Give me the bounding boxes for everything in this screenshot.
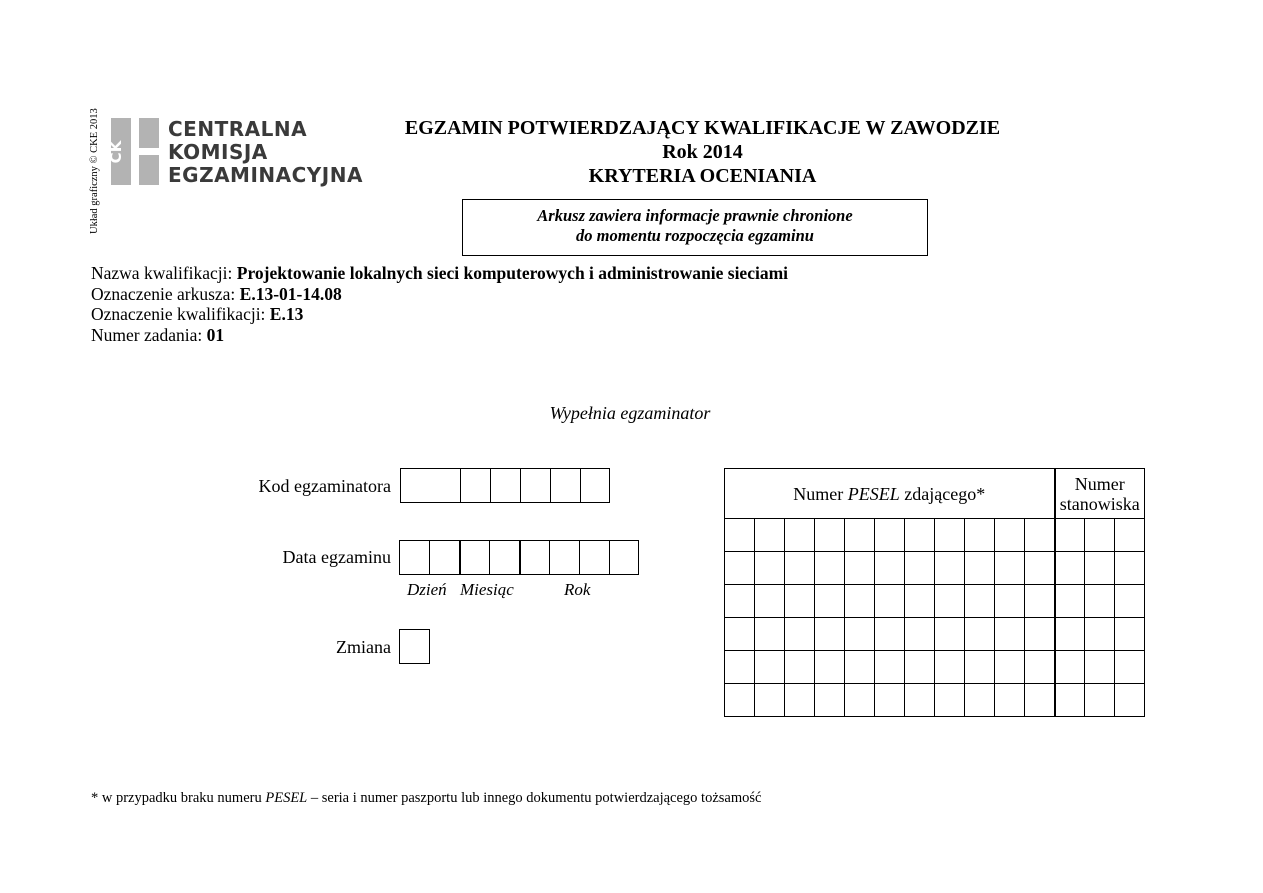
pesel-cell[interactable] xyxy=(965,618,995,651)
pesel-cell[interactable] xyxy=(995,651,1025,684)
date-day-cell[interactable] xyxy=(399,540,430,575)
pesel-cell[interactable] xyxy=(845,651,875,684)
pesel-cell[interactable] xyxy=(755,618,785,651)
station-cell[interactable] xyxy=(1115,552,1145,585)
pesel-cell[interactable] xyxy=(965,552,995,585)
station-cell[interactable] xyxy=(1085,552,1115,585)
logo-line-3: EGZAMINACYJNA xyxy=(168,163,363,187)
date-month-cell[interactable] xyxy=(459,540,490,575)
date-year-cell[interactable] xyxy=(519,540,550,575)
pesel-cell[interactable] xyxy=(935,651,965,684)
pesel-cell[interactable] xyxy=(785,618,815,651)
station-cell[interactable] xyxy=(1055,684,1085,717)
pesel-row xyxy=(725,618,1145,651)
pesel-cell[interactable] xyxy=(845,552,875,585)
qual-code-value: E.13 xyxy=(269,304,304,324)
pesel-cell[interactable] xyxy=(815,519,845,552)
month-label: Miesiąc xyxy=(460,580,514,599)
date-month-cell[interactable] xyxy=(489,540,520,575)
pesel-cell[interactable] xyxy=(905,618,935,651)
pesel-header-prefix: Numer xyxy=(793,483,848,504)
day-label: Dzień xyxy=(407,580,447,599)
pesel-cell[interactable] xyxy=(815,552,845,585)
qualification-name xyxy=(91,263,788,284)
exam-title: EGZAMIN POTWIERDZAJĄCY KWALIFIKACJE W ZAWODZIE xyxy=(404,117,1001,139)
pesel-cell[interactable] xyxy=(875,684,905,717)
qualification-value: Projektowanie lokalnych sieci komputerowych i administrowanie sieciami xyxy=(236,263,789,283)
footnote xyxy=(91,789,761,807)
task-value: 01 xyxy=(206,325,225,345)
pesel-header-row xyxy=(725,469,1145,519)
footnote-suffix: – seria i numer paszportu lub innego dokumentu potwierdzającego tożsamość xyxy=(307,790,762,806)
date-day-cell[interactable] xyxy=(429,540,460,575)
pesel-cell[interactable] xyxy=(1025,552,1055,585)
qualification-label: Nazwa kwalifikacji: xyxy=(91,263,237,283)
date-year-cell[interactable] xyxy=(579,540,610,575)
qualification-code xyxy=(91,304,303,325)
shift-label: Zmiana xyxy=(336,637,391,657)
pesel-cell[interactable] xyxy=(875,651,905,684)
station-cell[interactable] xyxy=(1115,684,1145,717)
pesel-cell[interactable] xyxy=(875,519,905,552)
cke-logo-icon xyxy=(107,118,159,185)
station-cell[interactable] xyxy=(1085,618,1115,651)
copyright-note: Układ graficzny © CKE 2013 xyxy=(89,108,100,234)
station-cell[interactable] xyxy=(1085,684,1115,717)
pesel-cell[interactable] xyxy=(725,684,755,717)
pesel-cell[interactable] xyxy=(875,618,905,651)
pesel-cell[interactable] xyxy=(755,684,785,717)
pesel-cell[interactable] xyxy=(905,552,935,585)
pesel-cell[interactable] xyxy=(755,552,785,585)
pesel-cell[interactable] xyxy=(815,684,845,717)
station-header-line-1: Numer xyxy=(1074,473,1125,494)
station-cell[interactable] xyxy=(1055,651,1085,684)
examiner-code-cell[interactable] xyxy=(490,468,521,503)
exam-date-label: Data egzaminu xyxy=(282,547,391,567)
date-year-cell[interactable] xyxy=(609,540,639,575)
station-cell[interactable] xyxy=(1055,552,1085,585)
examiner-code-cell[interactable] xyxy=(400,468,461,503)
station-cell[interactable] xyxy=(1055,618,1085,651)
pesel-cell[interactable] xyxy=(725,519,755,552)
task-number xyxy=(91,325,224,346)
pesel-cell[interactable] xyxy=(845,684,875,717)
pesel-cell[interactable] xyxy=(995,585,1025,618)
shift-cell[interactable] xyxy=(399,629,430,664)
pesel-header xyxy=(725,469,1055,519)
pesel-cell[interactable] xyxy=(785,585,815,618)
confidential-notice xyxy=(462,199,928,256)
pesel-cell[interactable] xyxy=(935,552,965,585)
pesel-cell[interactable] xyxy=(1025,684,1055,717)
pesel-cell[interactable] xyxy=(1025,618,1055,651)
qual-code-label: Oznaczenie kwalifikacji: xyxy=(91,304,270,324)
examiner-fill-caption: Wypełnia egzaminator xyxy=(549,403,711,423)
station-header-line-2: stanowiska xyxy=(1059,493,1140,514)
pesel-cell[interactable] xyxy=(995,519,1025,552)
pesel-cell[interactable] xyxy=(1025,585,1055,618)
notice-line-2: do momentu rozpoczęcia egzaminu xyxy=(576,226,814,245)
task-label: Numer zadania: xyxy=(91,325,207,345)
pesel-cell[interactable] xyxy=(845,618,875,651)
pesel-cell[interactable] xyxy=(935,684,965,717)
pesel-cell[interactable] xyxy=(725,585,755,618)
pesel-row xyxy=(725,519,1145,552)
pesel-cell[interactable] xyxy=(785,684,815,717)
pesel-cell[interactable] xyxy=(785,552,815,585)
pesel-cell[interactable] xyxy=(935,585,965,618)
pesel-row xyxy=(725,684,1145,717)
sheet-code xyxy=(91,284,342,305)
exam-subtitle: KRYTERIA OCENIANIA xyxy=(588,165,817,187)
pesel-header-suffix: zdającego* xyxy=(899,483,986,504)
examiner-code-cell[interactable] xyxy=(460,468,491,503)
pesel-cell[interactable] xyxy=(1025,519,1055,552)
sheet-value: E.13-01-14.08 xyxy=(239,284,342,304)
station-cell[interactable] xyxy=(1115,519,1145,552)
pesel-cell[interactable] xyxy=(995,618,1025,651)
pesel-cell[interactable] xyxy=(785,519,815,552)
pesel-row xyxy=(725,585,1145,618)
footnote-prefix: * w przypadku braku numeru xyxy=(91,790,266,806)
logo-line-1: CENTRALNA xyxy=(168,117,308,141)
pesel-cell[interactable] xyxy=(905,519,935,552)
pesel-cell[interactable] xyxy=(905,585,935,618)
notice-line-1: Arkusz zawiera informacje prawnie chronione xyxy=(537,206,853,225)
station-cell[interactable] xyxy=(1115,618,1145,651)
svg-text:CK: CK xyxy=(107,140,125,164)
pesel-row xyxy=(725,651,1145,684)
examiner-code-label: Kod egzaminatora xyxy=(258,476,391,496)
pesel-cell[interactable] xyxy=(965,684,995,717)
pesel-header-pesel: PESEL xyxy=(847,483,900,504)
pesel-cell[interactable] xyxy=(725,651,755,684)
pesel-cell[interactable] xyxy=(935,519,965,552)
pesel-cell[interactable] xyxy=(965,651,995,684)
pesel-cell[interactable] xyxy=(815,585,845,618)
pesel-cell[interactable] xyxy=(935,618,965,651)
pesel-cell[interactable] xyxy=(815,651,845,684)
examiner-code-cell[interactable] xyxy=(520,468,551,503)
examiner-code-cell[interactable] xyxy=(580,468,610,503)
pesel-row xyxy=(725,552,1145,585)
pesel-cell[interactable] xyxy=(995,684,1025,717)
pesel-table xyxy=(724,468,1145,717)
pesel-cell[interactable] xyxy=(845,519,875,552)
station-cell[interactable] xyxy=(1085,585,1115,618)
station-cell[interactable] xyxy=(1085,651,1115,684)
pesel-cell[interactable] xyxy=(755,651,785,684)
pesel-cell[interactable] xyxy=(905,651,935,684)
sheet-label: Oznaczenie arkusza: xyxy=(91,284,240,304)
pesel-cell[interactable] xyxy=(755,585,785,618)
station-header xyxy=(1055,469,1145,519)
date-year-cell[interactable] xyxy=(549,540,580,575)
station-cell[interactable] xyxy=(1115,585,1145,618)
pesel-cell[interactable] xyxy=(1025,651,1055,684)
pesel-cell[interactable] xyxy=(875,585,905,618)
pesel-cell[interactable] xyxy=(755,519,785,552)
footnote-pesel: PESEL xyxy=(265,790,308,806)
station-cell[interactable] xyxy=(1055,519,1085,552)
pesel-cell[interactable] xyxy=(725,552,755,585)
logo-line-2: KOMISJA xyxy=(168,140,268,164)
pesel-cell[interactable] xyxy=(845,585,875,618)
pesel-cell[interactable] xyxy=(965,585,995,618)
pesel-cell[interactable] xyxy=(875,552,905,585)
pesel-cell[interactable] xyxy=(995,552,1025,585)
station-cell[interactable] xyxy=(1085,519,1115,552)
year-label: Rok xyxy=(564,580,591,599)
station-cell[interactable] xyxy=(1055,585,1085,618)
pesel-cell[interactable] xyxy=(965,519,995,552)
pesel-cell[interactable] xyxy=(785,651,815,684)
station-cell[interactable] xyxy=(1115,651,1145,684)
exam-year: Rok 2014 xyxy=(662,141,743,163)
examiner-code-cell[interactable] xyxy=(550,468,581,503)
pesel-cell[interactable] xyxy=(815,618,845,651)
pesel-cell[interactable] xyxy=(725,618,755,651)
pesel-cell[interactable] xyxy=(905,684,935,717)
